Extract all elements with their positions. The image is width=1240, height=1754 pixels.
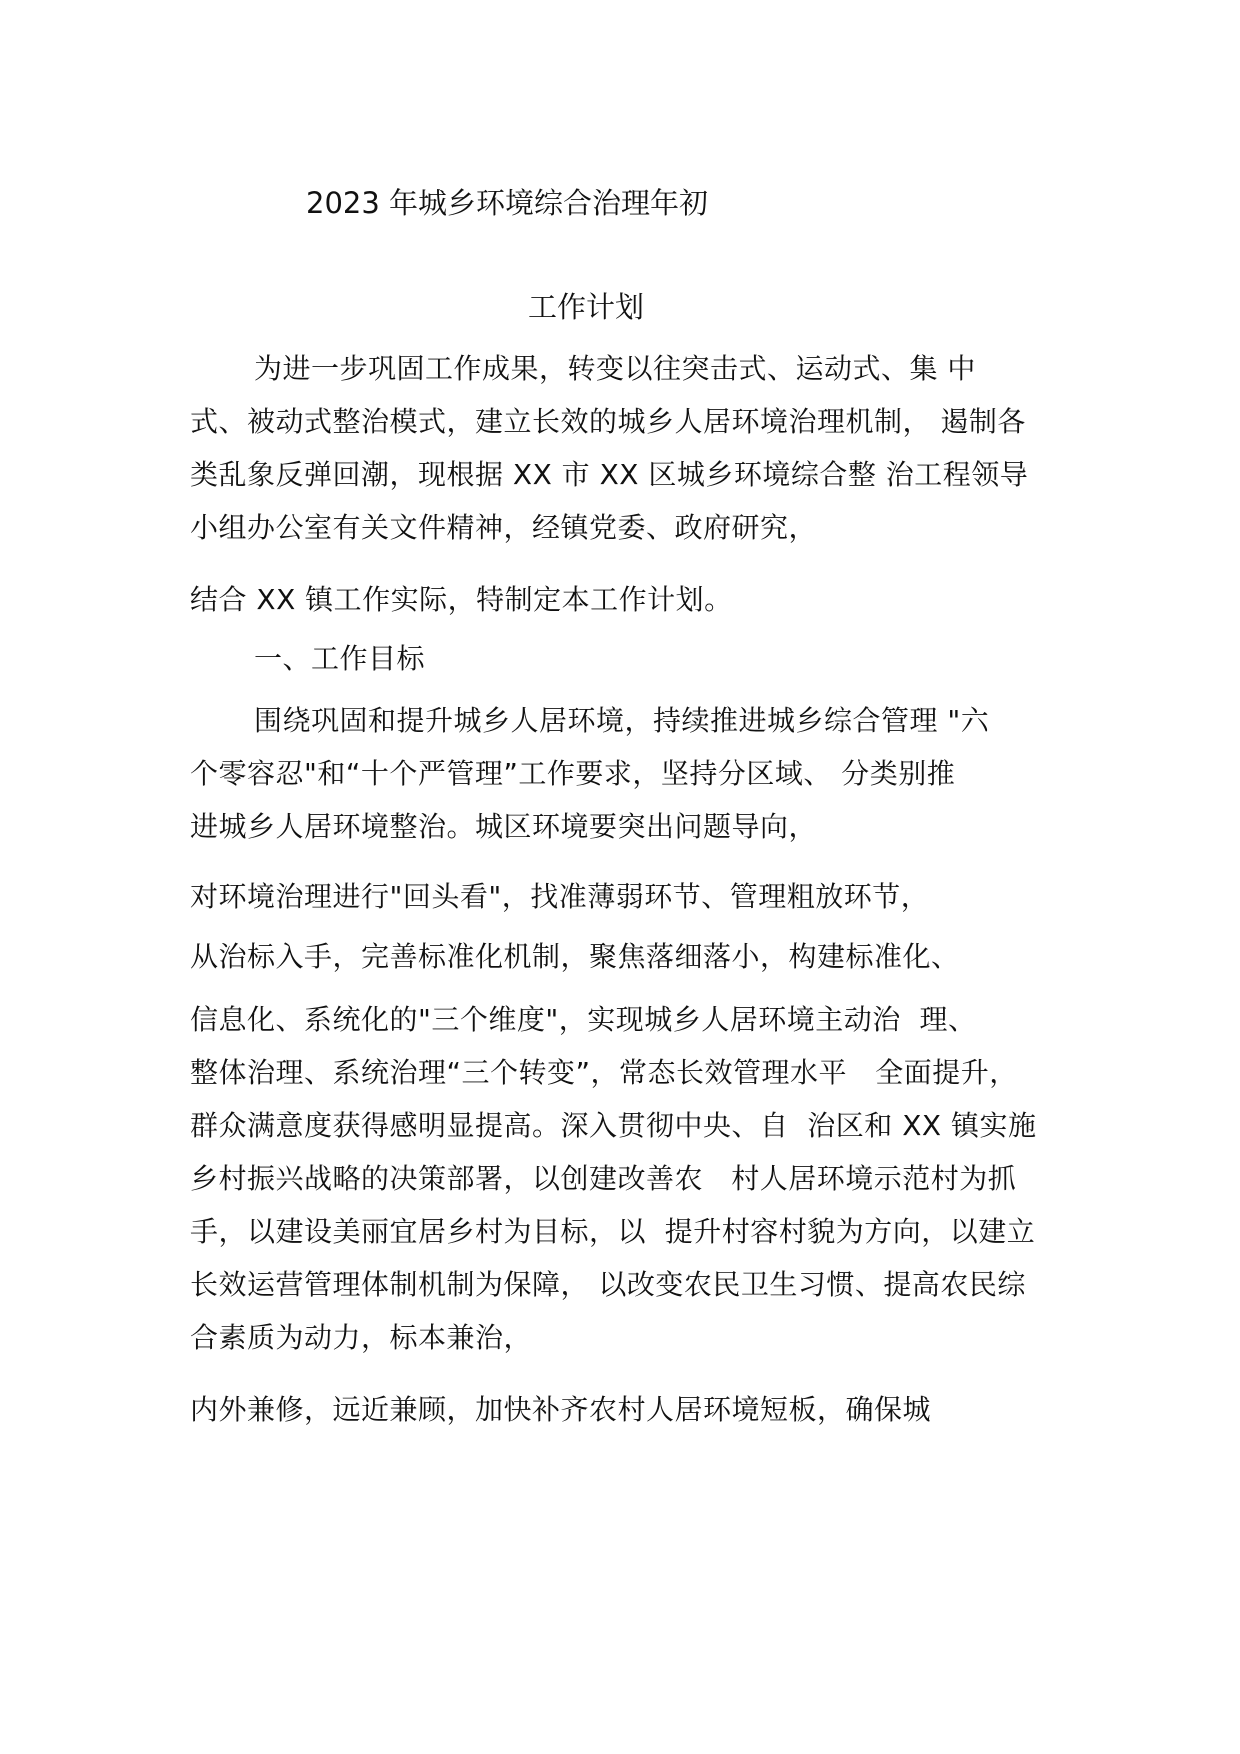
body-line: 合素质为动力，标本兼治，	[190, 1321, 533, 1354]
body-line: 乡村振兴战略的决策部署，以创建改善农 村人居环境示范村为抓	[190, 1162, 1017, 1195]
body-line: 进城乡人居环境整治。城区环境要突出问题导向，	[190, 810, 818, 843]
body-line: 对环境治理进行"回头看"，找准薄弱环节、管理粗放环节，	[190, 880, 930, 913]
intro-paragraph-line: 式、被动式整治模式，建立长效的城乡人居环境治理机制， 遏制各	[190, 405, 1026, 438]
intro-paragraph-line: 类乱象反弹回潮，现根据 XX 市 XX 区城乡环境综合整 治工程领导	[190, 458, 1029, 491]
document-title-line-2: 工作计划	[528, 290, 645, 324]
body-line: 从治标入手，完善标准化机制，聚焦落细落小，构建标准化、	[190, 940, 960, 973]
section-heading: 一、工作目标	[254, 642, 426, 675]
intro-paragraph-line: 结合 XX 镇工作实际，特制定本工作计划。	[190, 583, 733, 616]
intro-paragraph-line: 为进一步巩固工作成果，转变以往突击式、运动式、集 中	[254, 352, 976, 385]
body-line: 整体治理、系统治理“三个转变”，常态长效管理水平 全面提升，	[190, 1056, 1018, 1089]
body-line: 手，以建设美丽宜居乡村为目标，以 提升村容村貌为方向，以建立	[190, 1215, 1036, 1248]
body-line: 群众满意度获得感明显提高。深入贯彻中央、自 治区和 XX 镇实施	[190, 1109, 1037, 1142]
body-line: 内外兼修，远近兼顾，加快补齐农村人居环境短板，确保城	[190, 1393, 932, 1426]
body-line: 个零容忍"和“十个严管理”工作要求，坚持分区域、 分类别推	[190, 757, 956, 790]
body-line: 信息化、系统化的"三个维度"，实现城乡人居环境主动治 理、	[190, 1003, 977, 1036]
document-title-line-1: 2023 年城乡环境综合治理年初	[306, 186, 709, 220]
body-line: 围绕巩固和提升城乡人居环境，持续推进城乡综合管理 "六	[254, 704, 990, 737]
body-line: 长效运营管理体制机制为保障， 以改变农民卫生习惯、提高农民综	[190, 1268, 1026, 1301]
intro-paragraph-line: 小组办公室有关文件精神，经镇党委、政府研究，	[190, 511, 818, 544]
